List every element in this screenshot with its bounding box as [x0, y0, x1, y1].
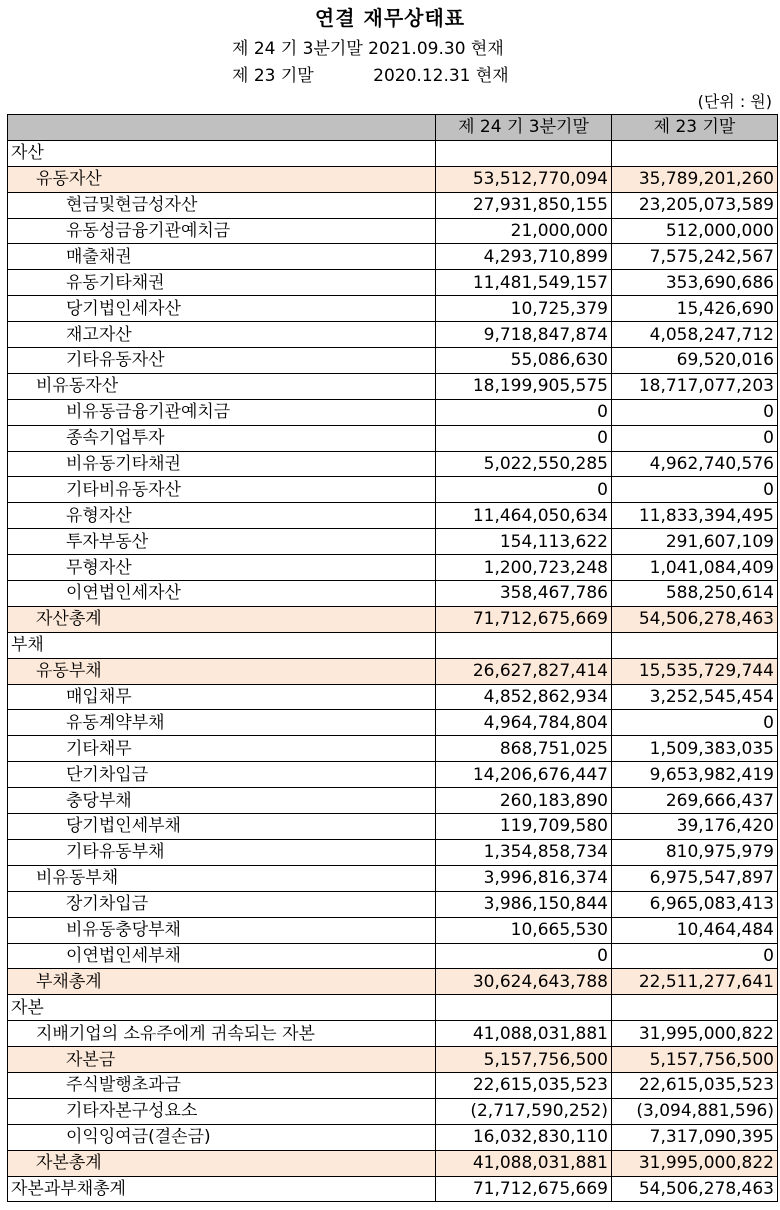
value-current: 5,157,756,500 — [436, 1047, 612, 1073]
table-row — [8, 1047, 778, 1073]
table-row — [8, 296, 778, 322]
account-label: 자산총계 — [8, 606, 436, 632]
table-row — [8, 451, 778, 477]
table-row — [8, 995, 778, 1021]
table-row — [8, 710, 778, 736]
value-current: 0 — [436, 477, 612, 503]
account-label: 자본과부채총계 — [8, 1176, 436, 1202]
value-current: 22,615,035,523 — [436, 1072, 612, 1098]
account-label: 비유동기타채권 — [8, 451, 436, 477]
table-row — [8, 917, 778, 943]
table-row — [8, 814, 778, 840]
account-label: 자본 — [8, 995, 436, 1021]
account-label: 이연법인세자산 — [8, 581, 436, 607]
table-row — [8, 1176, 778, 1202]
value-previous: 810,975,979 — [612, 839, 778, 865]
value-previous: 31,995,000,822 — [612, 1021, 778, 1047]
account-label: 자본총계 — [8, 1150, 436, 1176]
value-current: 41,088,031,881 — [436, 1150, 612, 1176]
value-previous: 512,000,000 — [612, 218, 778, 244]
table-row — [8, 891, 778, 917]
column-header-current: 제 24 기 3분기말 — [436, 115, 612, 141]
account-label: 투자부동산 — [8, 529, 436, 555]
account-label: 충당부채 — [8, 788, 436, 814]
value-current: 3,986,150,844 — [436, 891, 612, 917]
table-row — [8, 684, 778, 710]
value-previous: 269,666,437 — [612, 788, 778, 814]
account-label: 매입채무 — [8, 684, 436, 710]
value-previous — [612, 140, 778, 166]
table-row — [8, 425, 778, 451]
value-previous: 0 — [612, 943, 778, 969]
table-row — [8, 943, 778, 969]
table-body — [8, 140, 778, 1202]
value-current: 18,199,905,575 — [436, 373, 612, 399]
account-label: 현금및현금성자산 — [8, 192, 436, 218]
value-previous: 5,157,756,500 — [612, 1047, 778, 1073]
value-current: (2,717,590,252) — [436, 1098, 612, 1124]
value-current: 53,512,770,094 — [436, 166, 612, 192]
account-label: 기타유동자산 — [8, 348, 436, 374]
account-label: 단기차입금 — [8, 762, 436, 788]
table-row — [8, 218, 778, 244]
value-previous: 7,575,242,567 — [612, 244, 778, 270]
value-current: 358,467,786 — [436, 581, 612, 607]
account-label: 유형자산 — [8, 503, 436, 529]
value-previous: 588,250,614 — [612, 581, 778, 607]
value-current: 260,183,890 — [436, 788, 612, 814]
table-row — [8, 1150, 778, 1176]
value-current: 3,996,816,374 — [436, 865, 612, 891]
table-row — [8, 529, 778, 555]
table-row — [8, 632, 778, 658]
value-current: 71,712,675,669 — [436, 606, 612, 632]
table-row — [8, 1124, 778, 1150]
value-current: 154,113,622 — [436, 529, 612, 555]
account-label: 유동기타채권 — [8, 270, 436, 296]
account-label: 유동부채 — [8, 658, 436, 684]
value-previous: 15,535,729,744 — [612, 658, 778, 684]
value-current: 26,627,827,414 — [436, 658, 612, 684]
balance-sheet-table — [7, 114, 778, 1202]
value-previous: 7,317,090,395 — [612, 1124, 778, 1150]
value-previous: 291,607,109 — [612, 529, 778, 555]
value-previous: 39,176,420 — [612, 814, 778, 840]
value-previous: 9,653,982,419 — [612, 762, 778, 788]
value-current — [436, 140, 612, 166]
table-row — [8, 839, 778, 865]
value-current: 868,751,025 — [436, 736, 612, 762]
value-previous: 15,426,690 — [612, 296, 778, 322]
value-previous: 54,506,278,463 — [612, 606, 778, 632]
value-current: 30,624,643,788 — [436, 969, 612, 995]
value-current: 4,964,784,804 — [436, 710, 612, 736]
value-current: 1,200,723,248 — [436, 555, 612, 581]
value-previous: 22,511,277,641 — [612, 969, 778, 995]
value-current: 11,481,549,157 — [436, 270, 612, 296]
value-previous: 0 — [612, 477, 778, 503]
account-label: 기타채무 — [8, 736, 436, 762]
account-label: 기타유동부채 — [8, 839, 436, 865]
value-previous: 0 — [612, 399, 778, 425]
table-row — [8, 865, 778, 891]
value-current: 0 — [436, 425, 612, 451]
account-label: 장기차입금 — [8, 891, 436, 917]
value-previous: 23,205,073,589 — [612, 192, 778, 218]
account-label: 무형자산 — [8, 555, 436, 581]
table-row — [8, 192, 778, 218]
statement-header — [0, 0, 780, 114]
value-current: 4,293,710,899 — [436, 244, 612, 270]
table-row — [8, 503, 778, 529]
value-previous: 1,509,383,035 — [612, 736, 778, 762]
table-header-row — [8, 115, 778, 141]
statement-title: 연결 재무상태표 — [314, 6, 466, 30]
account-label: 비유동금융기관예치금 — [8, 399, 436, 425]
table-row — [8, 658, 778, 684]
value-previous: 10,464,484 — [612, 917, 778, 943]
value-current: 10,665,530 — [436, 917, 612, 943]
table-row — [8, 555, 778, 581]
value-current: 0 — [436, 399, 612, 425]
account-label: 자본금 — [8, 1047, 436, 1073]
account-label: 지배기업의 소유주에게 귀속되는 자본 — [8, 1021, 436, 1047]
account-label: 종속기업투자 — [8, 425, 436, 451]
table-row — [8, 166, 778, 192]
account-label: 재고자산 — [8, 322, 436, 348]
column-header-previous: 제 23 기말 — [612, 115, 778, 141]
table-row — [8, 322, 778, 348]
unit-label: (단위 : 원) — [697, 92, 772, 111]
value-previous: 11,833,394,495 — [612, 503, 778, 529]
value-previous: (3,094,881,596) — [612, 1098, 778, 1124]
value-current: 4,852,862,934 — [436, 684, 612, 710]
column-header-account — [8, 115, 436, 141]
value-current: 119,709,580 — [436, 814, 612, 840]
account-label: 기타자본구성요소 — [8, 1098, 436, 1124]
account-label: 기타비유동자산 — [8, 477, 436, 503]
account-label: 당기법인세자산 — [8, 296, 436, 322]
value-previous: 353,690,686 — [612, 270, 778, 296]
value-current: 55,086,630 — [436, 348, 612, 374]
value-previous: 22,615,035,523 — [612, 1072, 778, 1098]
table-row — [8, 244, 778, 270]
value-current: 16,032,830,110 — [436, 1124, 612, 1150]
value-current: 14,206,676,447 — [436, 762, 612, 788]
account-label: 유동성금융기관예치금 — [8, 218, 436, 244]
table-row — [8, 348, 778, 374]
table-row — [8, 969, 778, 995]
value-previous: 3,252,545,454 — [612, 684, 778, 710]
value-previous: 31,995,000,822 — [612, 1150, 778, 1176]
account-label: 비유동자산 — [8, 373, 436, 399]
value-previous: 69,520,016 — [612, 348, 778, 374]
account-label: 유동자산 — [8, 166, 436, 192]
value-current: 41,088,031,881 — [436, 1021, 612, 1047]
period-current: 제 24 기 3분기말 2021.09.30 현재 — [232, 39, 504, 59]
value-current: 21,000,000 — [436, 218, 612, 244]
value-previous: 6,965,083,413 — [612, 891, 778, 917]
account-label: 이연법인세부채 — [8, 943, 436, 969]
table-row — [8, 1021, 778, 1047]
value-previous: 0 — [612, 425, 778, 451]
account-label: 이익잉여금(결손금) — [8, 1124, 436, 1150]
value-previous — [612, 995, 778, 1021]
account-label: 주식발행초과금 — [8, 1072, 436, 1098]
table-row — [8, 477, 778, 503]
table-row — [8, 581, 778, 607]
table-row — [8, 788, 778, 814]
account-label: 유동계약부채 — [8, 710, 436, 736]
value-previous: 4,058,247,712 — [612, 322, 778, 348]
table-row — [8, 373, 778, 399]
account-label: 당기법인세부채 — [8, 814, 436, 840]
value-current: 27,931,850,155 — [436, 192, 612, 218]
table-row — [8, 736, 778, 762]
table-row — [8, 270, 778, 296]
account-label: 매출채권 — [8, 244, 436, 270]
value-previous: 54,506,278,463 — [612, 1176, 778, 1202]
table-row — [8, 140, 778, 166]
table-row — [8, 606, 778, 632]
account-label: 자산 — [8, 140, 436, 166]
value-current: 1,354,858,734 — [436, 839, 612, 865]
value-previous: 4,962,740,576 — [612, 451, 778, 477]
value-previous: 18,717,077,203 — [612, 373, 778, 399]
account-label: 비유동충당부채 — [8, 917, 436, 943]
value-previous: 35,789,201,260 — [612, 166, 778, 192]
value-current — [436, 995, 612, 1021]
value-current: 10,725,379 — [436, 296, 612, 322]
account-label: 부채 — [8, 632, 436, 658]
account-label: 비유동부채 — [8, 865, 436, 891]
value-current — [436, 632, 612, 658]
value-current: 9,718,847,874 — [436, 322, 612, 348]
value-current: 11,464,050,634 — [436, 503, 612, 529]
value-previous: 0 — [612, 710, 778, 736]
table-row — [8, 762, 778, 788]
value-previous: 6,975,547,897 — [612, 865, 778, 891]
value-previous — [612, 632, 778, 658]
value-previous: 1,041,084,409 — [612, 555, 778, 581]
account-label: 부채총계 — [8, 969, 436, 995]
table-row — [8, 399, 778, 425]
table-row — [8, 1098, 778, 1124]
period-previous: 제 23 기말 2020.12.31 현재 — [232, 66, 509, 86]
value-current: 0 — [436, 943, 612, 969]
value-current: 5,022,550,285 — [436, 451, 612, 477]
value-current: 71,712,675,669 — [436, 1176, 612, 1202]
table-row — [8, 1072, 778, 1098]
